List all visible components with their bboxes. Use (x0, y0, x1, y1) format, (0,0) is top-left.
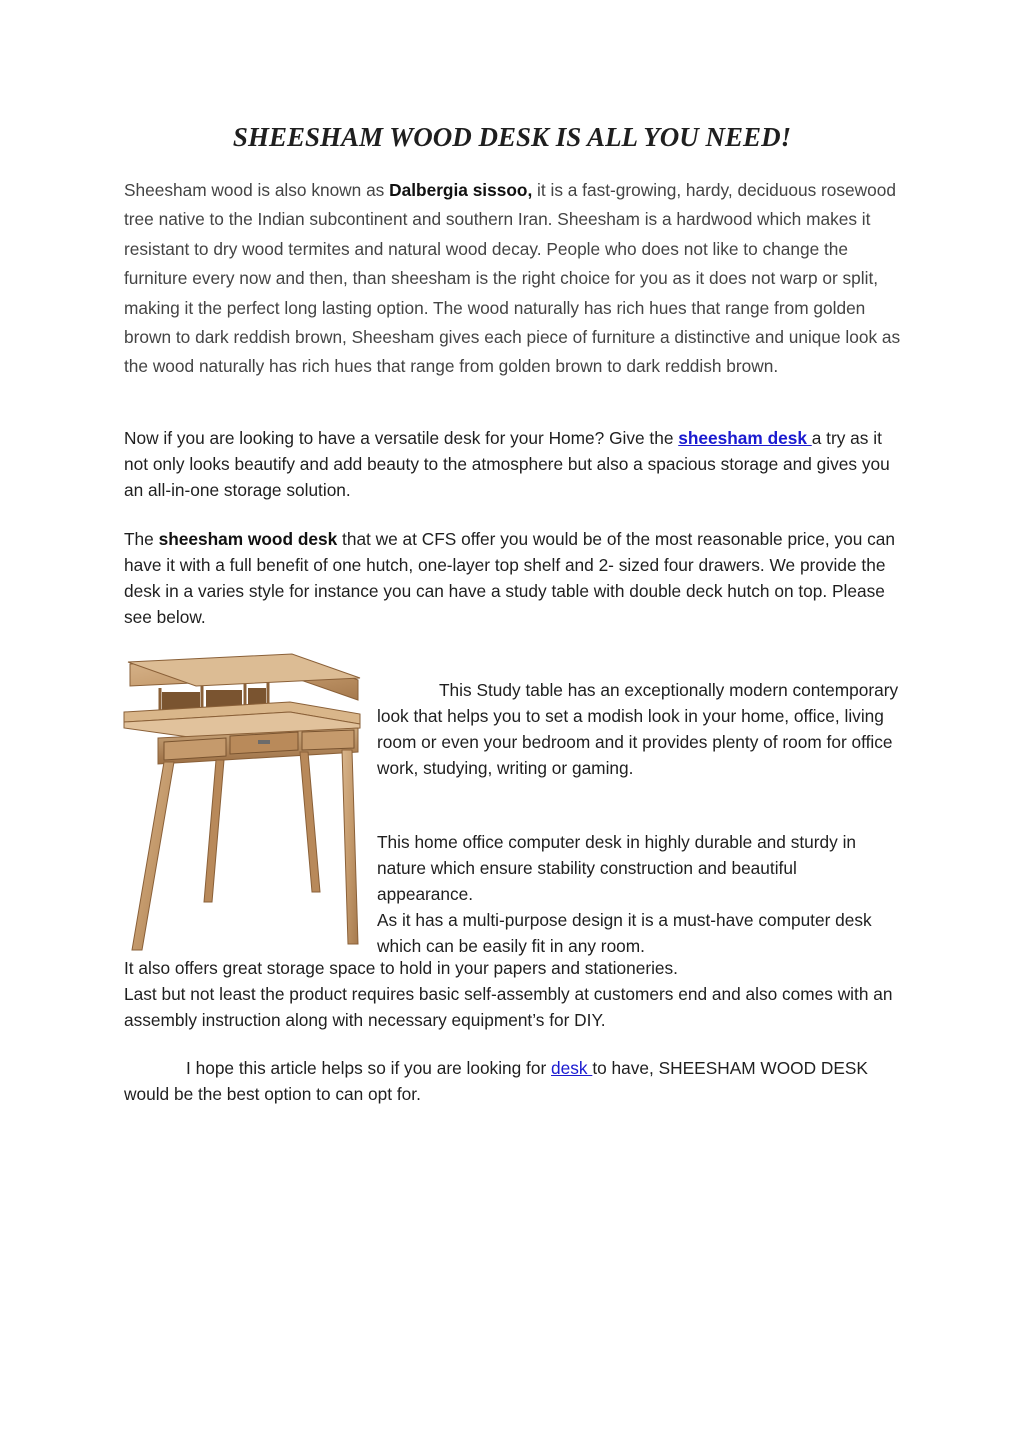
side2-line1: This home office computer desk in highly durable and sturdy in nature which ensure stability construction and beautiful appearance. (377, 832, 857, 904)
intro-text-end: it is a fast-growing, hardy, deciduous rosewood tree native to the Indian subcontinent and southern Iran. Sheesham is a hardwood which makes it resistant to dry wood termites and natural wood decay. People who does not like to change the furniture every now and then, than sheesham is the right choice for you as it does not warp or split, making it the perfect long lasting option. The wood naturally has rich hues that range from golden brown to dark reddish brown, Sheesham gives each piece of furniture a distinctive and unique look as the wood naturally has rich hues that range from golden brown to dark reddish brown. (124, 180, 901, 377)
offer-paragraph (124, 526, 904, 630)
intro-text-start: Sheesham wood is also known as (124, 180, 390, 200)
durability-paragraph (377, 829, 897, 959)
p2-text-start: Now if you are looking to have a versatile desk for your Home? Give the (124, 428, 679, 448)
closing-paragraph (124, 1055, 904, 1107)
desk-link[interactable]: desk (551, 1058, 593, 1078)
p3-bold-term: sheesham wood desk (158, 529, 338, 549)
study-table-paragraph (377, 677, 907, 781)
storage-assembly-paragraph (124, 955, 914, 1033)
side1-text: This Study table has an exceptionally modern contemporary look that helps you to set a modish look in your home, office, living room or even your bedroom and it provides plenty of room for office work, studying, writing or gaming. (377, 680, 899, 778)
sheesham-desk-link[interactable]: sheesham desk (678, 428, 812, 448)
sheesham-desk-photo (120, 652, 365, 952)
page-title: SHEESHAM WOOD DESK IS ALL YOU NEED! (232, 122, 792, 152)
intro-paragraph (124, 176, 904, 382)
p2-text-end: a try as it not only looks beautify and add beauty to the atmosphere but also a spacious storage and gives you an all-in-one storage solution. (124, 428, 890, 500)
closing-text-start: I hope this article helps so if you are looking for (186, 1058, 552, 1078)
p3-text-start: The (124, 529, 159, 549)
versatile-desk-paragraph (124, 425, 904, 503)
closing-text-end: to have, SHEESHAM WOOD DESK would be the best option to can opt for. (124, 1058, 868, 1104)
intro-bold-term: Dalbergia sissoo, (389, 180, 533, 200)
side2-line2: As it has a multi-purpose design it is a must-have computer desk which can be easily fit in any room. (377, 910, 872, 956)
p3-text-end: that we at CFS offer you would be of the most reasonable price, you can have it with a full benefit of one hutch, one-layer top shelf and 2- sized four drawers. We provide the desk in a varies style for instance you can have a study table with double deck hutch on top. Please see below. (124, 529, 896, 627)
after-line1: It also offers great storage space to hold in your papers and stationeries. (124, 958, 678, 978)
after-line2: Last but not least the product requires basic self-assembly at customers end and also comes with an assembly instruction along with necessary equipment’s for DIY. (124, 984, 893, 1030)
